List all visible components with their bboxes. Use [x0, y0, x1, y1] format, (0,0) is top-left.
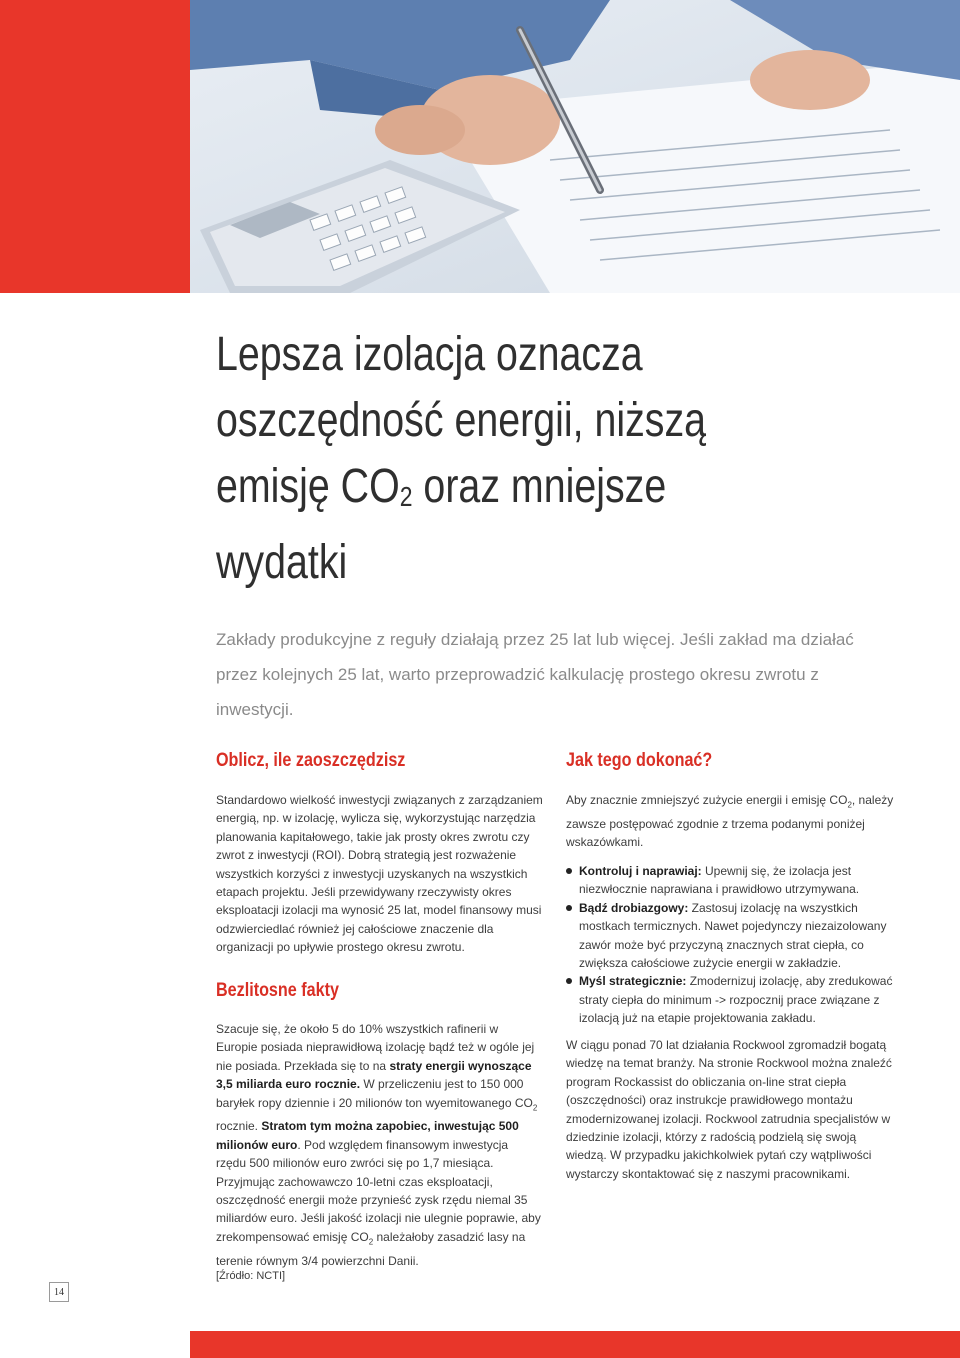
tip-text: Zmodernizuj izolację, aby zredukować straty ciepła do minimum -> rozpocznij prace związane z izolacją już na etapie projektowania zakładu.: [579, 974, 893, 1026]
heading-facts: Bezlitosne fakty: [216, 980, 339, 1001]
page-number: 14: [49, 1282, 69, 1302]
facts-text-c: W przeliczeniu jest to 150 000 baryłek ropy dziennie i 20 milionów ton wyemitowanego CO: [216, 1077, 533, 1110]
right-paragraph-2: W ciągu ponad 70 lat działania Rockwool zgromadził bogatą wiedzę na temat branży. Na stronie Rockwool można znaleźć program Rockassist do obliczania on-line strat ciepła (oszczędności) oraz instrukcje prawidłowego montażu zmodernizowanej izolacji. Rockwool zatrudnia specjalistów w dziedzinie izolacji, którzy z radością podzielą się swoją wiedzą. W przypadku jakichkolwiek pytań czy wątpliwości wystarczy skontaktować się z naszymi pracownikami.: [566, 1038, 892, 1181]
left-paragraph-2: [216, 1020, 541, 1270]
list-item: [566, 899, 911, 973]
facts-bold-losses: straty energii wynoszące 3,5 miliarda euro rocznie.: [216, 1058, 532, 1092]
bullet-dot-icon: [566, 868, 572, 874]
bullet-dot-icon: [566, 978, 572, 984]
tip-label: Bądź drobiazgowy:: [579, 900, 689, 915]
tip-label: Myśl strategicznie:: [579, 974, 687, 989]
left-paragraph-1: Standardowo wielkość inwestycji związanych z zarządzaniem energią, np. w izolację, wylicza się, wykorzystując narzędzia planowania kapitałowego, takie jak prosty okres zwrotu czy zwrot z inwestycji (ROI). Dobrą strategią jest rozważenie wszystkich korzyści z inwestycji uzyskanych na wszystkich etapach projektu. Jeśli przewidywany rzeczywisty okres eksploatacji izolacji ma wynosić 25 lat, model finansowy musi odzwierciedlać również jej całościowe znaczenie dla organizacji po upływie prostego okresu zwrotu.: [216, 793, 543, 955]
source-note: [Źródło: NCTI]: [216, 1270, 286, 1282]
header-photo: [190, 0, 960, 293]
facts-text-d: rocznie.: [216, 1119, 262, 1134]
page-title: [216, 322, 790, 596]
title-line-4: wydatki: [216, 536, 348, 589]
facts-text-a: Szacuje się, że około 5 do 10% wszystkich rafinerii w Europie posiada nieprawidłową izolację bądź też w ogóle jej nie posiada. Przekłada się to na: [216, 1022, 535, 1073]
red-corner-block: [0, 0, 190, 293]
calculator-shape: [200, 160, 520, 293]
photo-calculator-pen-illustration: [190, 0, 960, 293]
title-line-3a: emisję CO: [216, 460, 400, 513]
title-line-2: oszczędność energii, niższą: [216, 394, 707, 447]
heading-calculate: Oblicz, ile zaoszczędzisz: [216, 750, 406, 771]
facts-bold-investment: Stratom tym można zapobiec, inwestując 500 milionów euro: [216, 1119, 519, 1152]
tip-text: Zastosuj izolację na wszystkich mostkach termicznych. Nawet pojedynczy niezaizolowany zawór może być przyczyną znacznych strat ciepła, co zwiększa całościowe zużycie energii w zakładzie.: [579, 900, 887, 971]
right-text-b: , należy zawsze postępować zgodnie z trzema podanymi poniżej wskazówkami.: [566, 793, 894, 850]
tip-text: Upewnij się, że izolacja jest niezwłocznie naprawiana i prawidłowo utrzymywana.: [579, 864, 860, 897]
title-line-3b: oraz mniejsze: [412, 460, 667, 513]
intro-paragraph: Zakłady produkcyjne z reguły działają przez 25 lat lub więcej. Jeśli zakład ma działać przez kolejnych 25 lat, warto przeprowadzić kalkulację prostego okresu zwrotu z inwestycji.: [216, 630, 854, 719]
right-paragraph-1: [566, 791, 896, 852]
bullet-dot-icon: [566, 905, 572, 911]
list-item: [566, 972, 911, 1027]
right-text-a: Aby znacznie zmniejszyć zużycie energii i emisję CO: [566, 793, 848, 807]
title-line-1: Lepsza izolacja oznacza: [216, 328, 643, 381]
title-subscript: 2: [399, 481, 413, 512]
facts-subscript-1: 2: [532, 1103, 538, 1113]
right-subscript: 2: [847, 800, 852, 810]
tips-list: [566, 862, 911, 1028]
facts-text-f: . Pod względem finansowym inwestycja rzędu 500 milionów euro zwróci się po 1,7 miesiąca. Przyjmując zachowawczo 10-letni czas eksploatacji, oszczędność energii może przynieść zysk rzędu niemal 35 miliardów euro. Jeśli jakość izolacji nie ulegnie poprawie, aby zrekompensować emisję CO: [216, 1137, 541, 1244]
facts-text-g: należałoby zasadzić lasy na terenie równym 3/4 powierzchni Danii.: [216, 1229, 526, 1268]
facts-subscript-2: 2: [368, 1237, 374, 1247]
heading-how-to: Jak tego dokonać?: [566, 750, 713, 771]
list-item: [566, 862, 911, 899]
tip-label: Kontroluj i naprawiaj:: [579, 864, 702, 878]
red-footer-bar: [190, 1331, 960, 1358]
